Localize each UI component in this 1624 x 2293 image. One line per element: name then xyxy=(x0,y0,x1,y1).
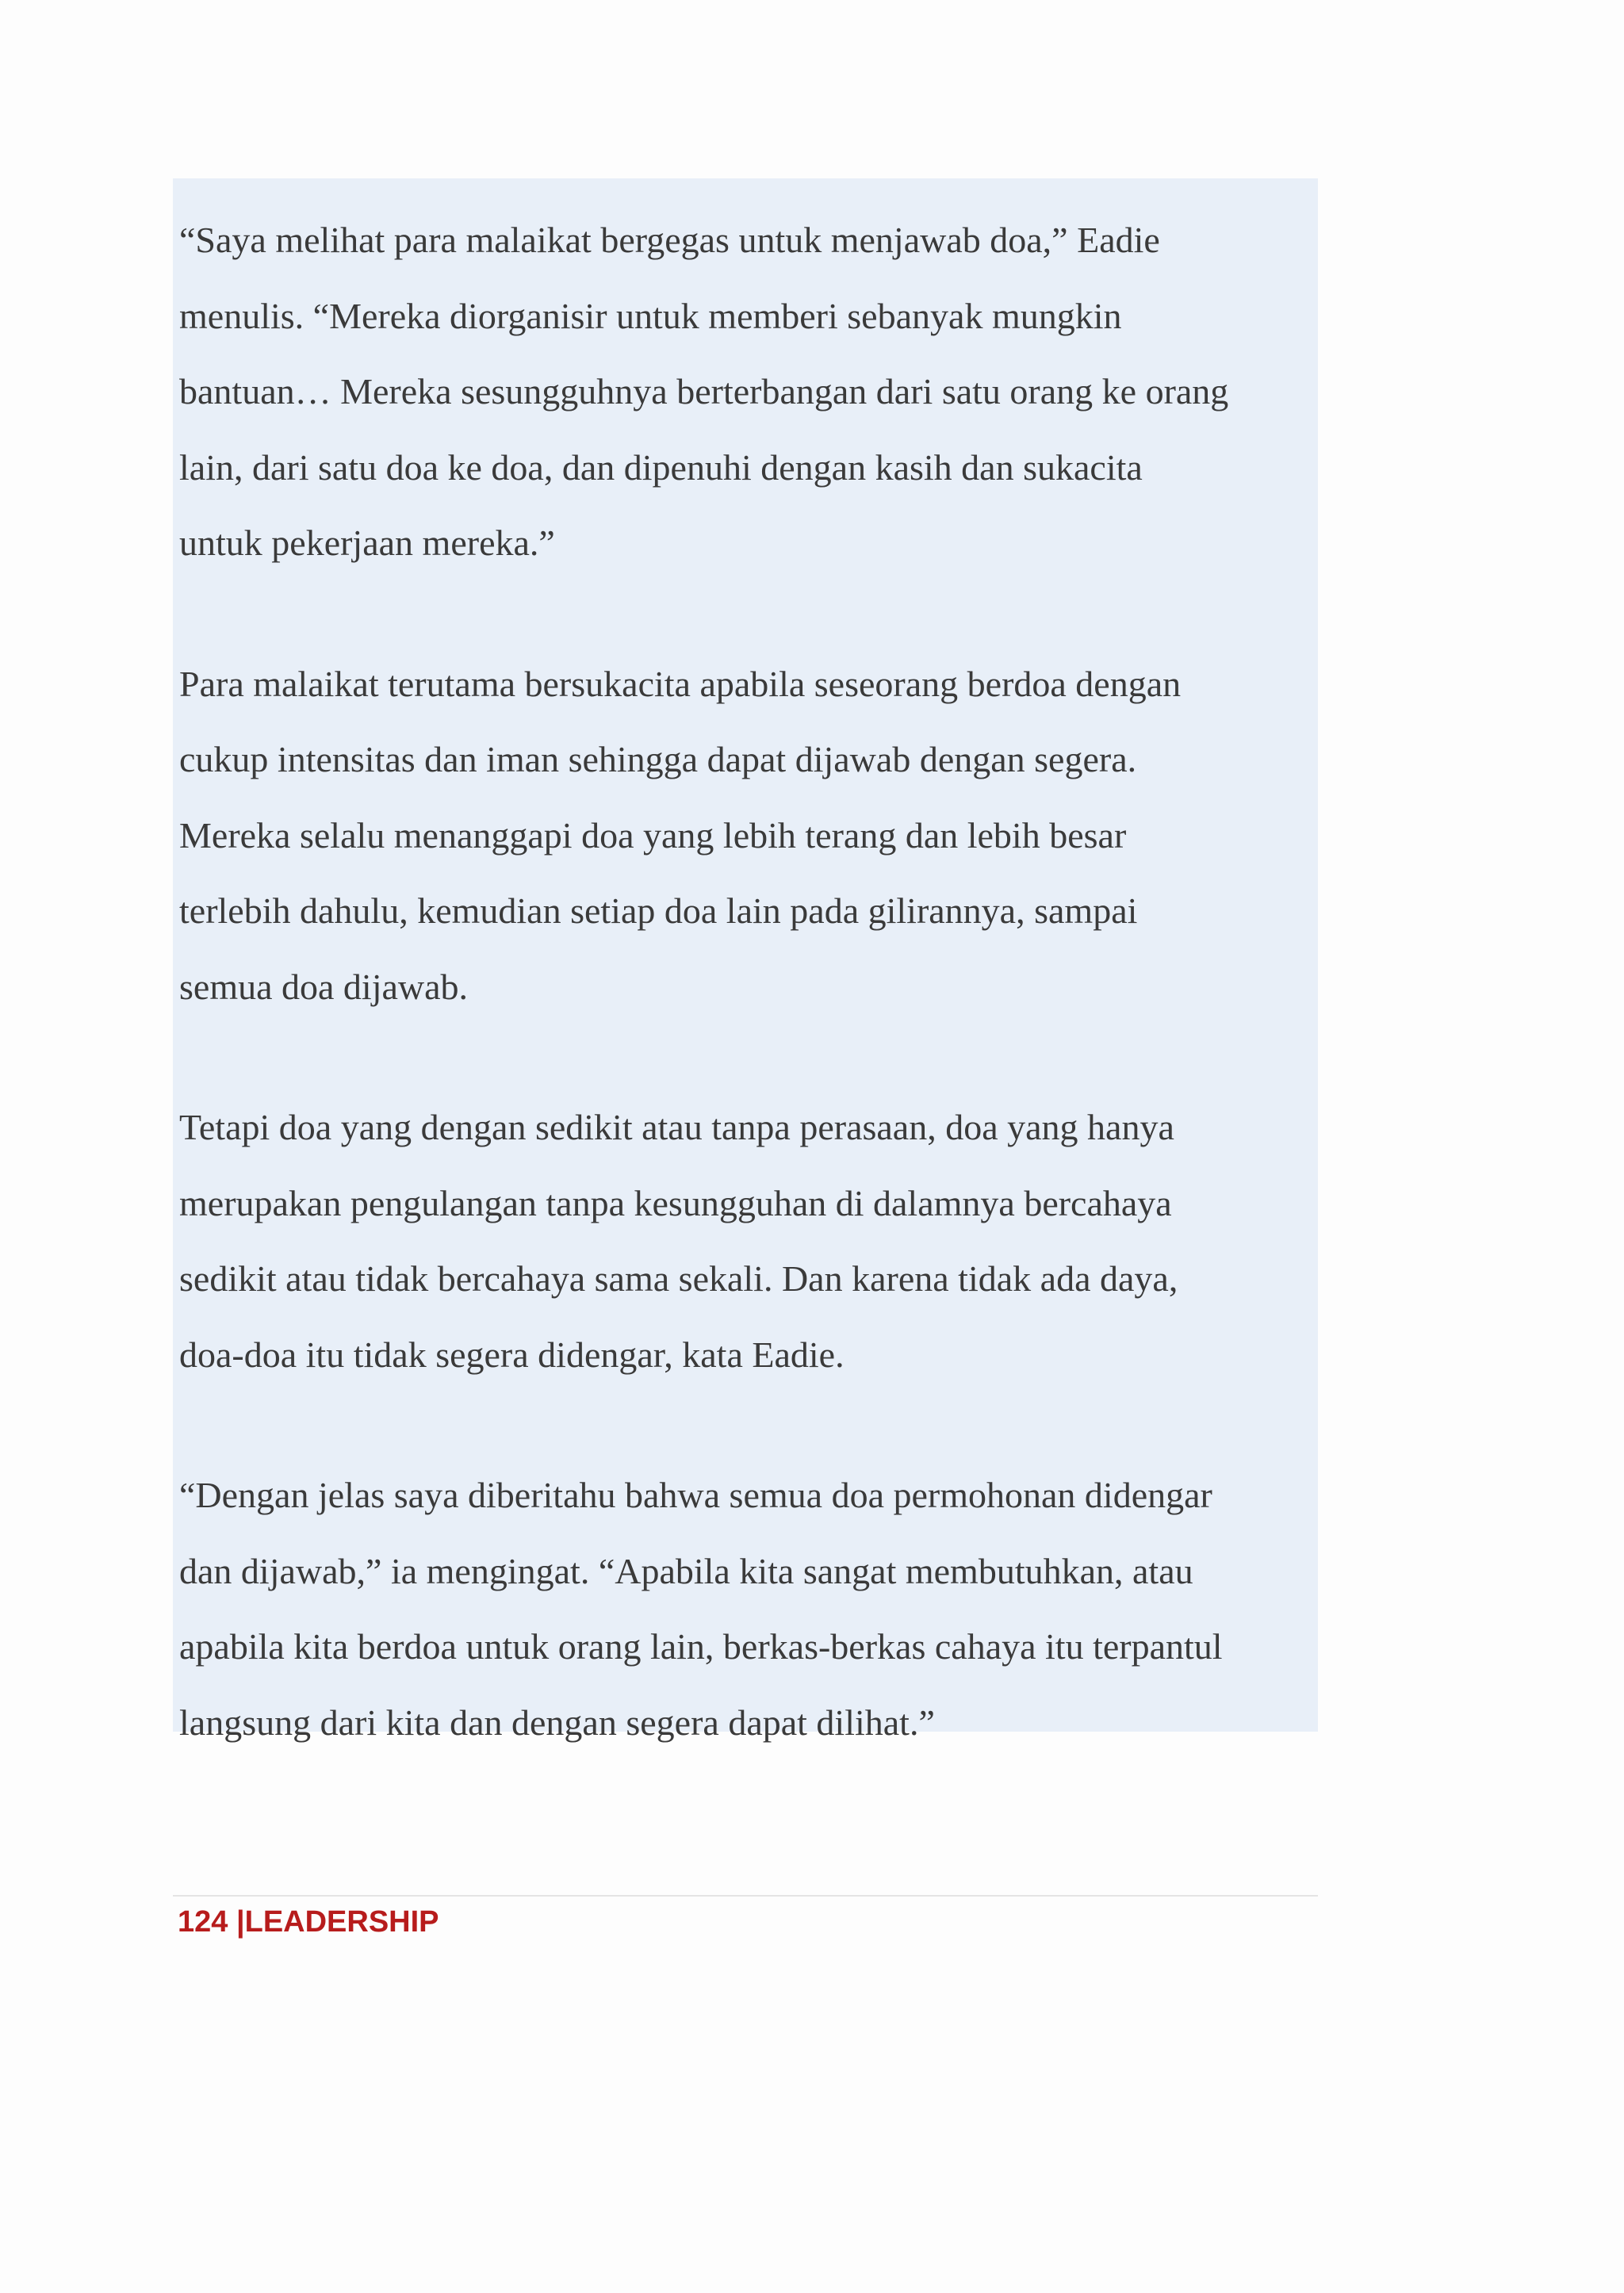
page-footer xyxy=(178,1901,439,1943)
paragraph-1 xyxy=(179,202,1318,581)
text-line: lain, dari satu doa ke doa, dan dipenuhi dengan kasih dan sukacita xyxy=(179,446,1143,488)
footer-divider xyxy=(173,1895,1318,1897)
page-number: 124 xyxy=(178,1905,228,1939)
text-line: apabila kita berdoa untuk orang lain, berkas-berkas cahaya itu terpantul xyxy=(179,1626,1223,1667)
text-line: Tetapi doa yang dengan sedikit atau tanpa perasaan, doa yang hanya xyxy=(179,1107,1174,1147)
text-line: “Dengan jelas saya diberitahu bahwa semua doa permohonan didengar xyxy=(179,1475,1212,1515)
text-line: “Saya melihat para malaikat bergegas untuk menjawab doa,” Eadie xyxy=(179,220,1160,260)
text-line: langsung dari kita dan dengan segera dapat dilihat.” xyxy=(179,1702,935,1743)
text-line: dan dijawab,” ia mengingat. “Apabila kita sangat membutuhkan, atau xyxy=(179,1550,1193,1591)
text-line: untuk pekerjaan mereka.” xyxy=(179,523,555,563)
text-line: terlebih dahulu, kemudian setiap doa lain pada gilirannya, sampai xyxy=(179,890,1138,931)
text-line: Mereka selalu menanggapi doa yang lebih terang dan lebih besar xyxy=(179,814,1127,856)
paragraph-2 xyxy=(179,646,1318,1025)
text-line: Para malaikat terutama bersukacita apabila seseorang berdoa dengan xyxy=(179,663,1182,704)
text-line: bantuan… Mereka sesungguhnya berterbangan dari satu orang ke orang xyxy=(179,371,1229,412)
text-line: sedikit atau tidak bercahaya sama sekali. Dan karena tidak ada daya, xyxy=(179,1258,1178,1299)
text-line: merupakan pengulangan tanpa kesungguhan di dalamnya bercahaya xyxy=(179,1182,1172,1223)
text-line: doa-doa itu tidak segera didengar, kata Eadie. xyxy=(179,1334,845,1375)
text-line: cukup intensitas dan iman sehingga dapat dijawab dengan segera. xyxy=(179,739,1137,779)
paragraph-4 xyxy=(179,1457,1318,1760)
text-line: menulis. “Mereka diorganisir untuk memberi sebanyak mungkin xyxy=(179,295,1122,336)
footer-separator: | xyxy=(236,1905,245,1939)
paragraph-3 xyxy=(179,1089,1318,1392)
text-line: semua doa dijawab. xyxy=(179,966,469,1007)
shaded-text-box xyxy=(173,178,1318,1743)
footer-title: LEADERSHIP xyxy=(244,1905,439,1939)
